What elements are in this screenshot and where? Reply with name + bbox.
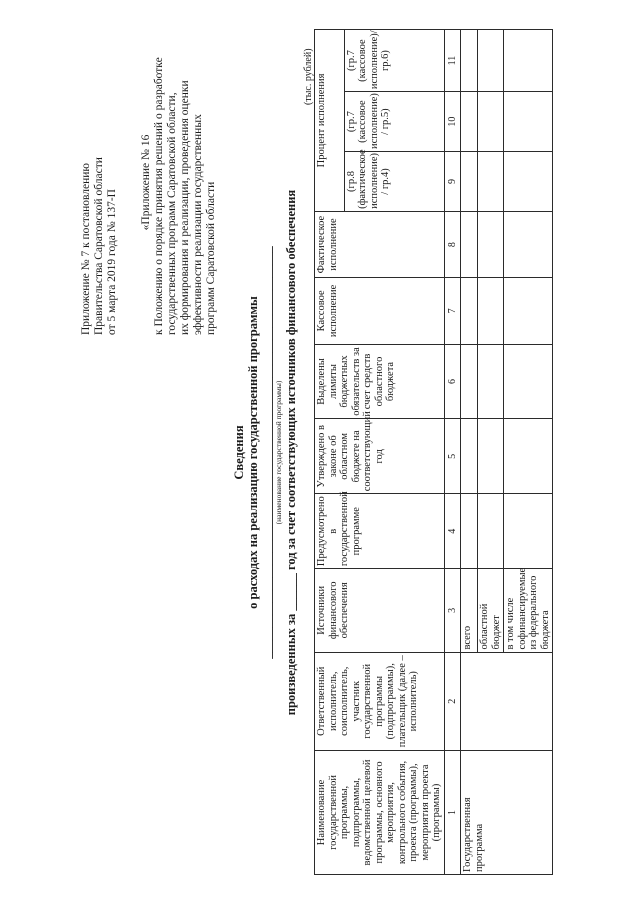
- approval-line: Правительства Саратовской области: [93, 157, 105, 335]
- executor-cell: [461, 652, 553, 750]
- header-planned: Предусмотрено в государственной программе: [315, 494, 445, 569]
- program-name-blank: __________________________________________________________________: [260, 246, 274, 659]
- header-approved: Утверждено в законе об областном бюджете на соответствующий год: [315, 419, 445, 494]
- funding-source-cell: всего: [461, 569, 478, 652]
- period-line: [284, 0, 299, 905]
- planned-cell: [504, 494, 553, 569]
- appendix-line: эффективности реализации государственных: [192, 114, 204, 335]
- period-suffix: год за счет соответствующих источников финансового обеспечения: [284, 189, 298, 571]
- table-row: [461, 30, 478, 875]
- column-number: 3: [444, 569, 461, 652]
- actual-execution-cell: [461, 211, 478, 277]
- approval-reference: [80, 45, 119, 335]
- document-title: Сведения: [232, 425, 246, 480]
- percent-cell: [504, 92, 553, 152]
- units-label: (тыс. рублей): [303, 48, 314, 105]
- limits-cell: [478, 344, 504, 419]
- header-row: [315, 30, 345, 875]
- cash-execution-cell: [478, 278, 504, 344]
- approved-cell: [461, 419, 478, 494]
- header-program-name: Наименование государственной программы, подпрограммы, ведомственной целевой программы, основного мероприятия, контрольного события, проекта (программы), мероприятия проекта (программы): [315, 750, 445, 874]
- program-name-cell: Государственная программа: [461, 750, 553, 874]
- column-number: 1: [444, 750, 461, 874]
- limits-cell: [504, 344, 553, 419]
- period-prefix: произведенных за: [284, 613, 298, 716]
- column-number: 10: [444, 92, 461, 152]
- column-number: 7: [444, 278, 461, 344]
- header-funding-source: Источники финансового обеспечения: [315, 569, 445, 652]
- percent-cell: [504, 30, 553, 92]
- program-name-hint: (наименование государственной программы): [274, 380, 283, 525]
- percent-cell: [461, 92, 478, 152]
- planned-cell: [461, 494, 478, 569]
- cash-execution-cell: [504, 278, 553, 344]
- appendix-line: «Приложение № 16: [140, 134, 152, 231]
- appendix-line: государственных программ Саратовской области,: [166, 92, 178, 335]
- header-percent-col9: (гр.8 (фактическое исполнение) / гр.4): [344, 152, 444, 212]
- header-percent-col10: (гр.7 (кассовое исполнение) / гр.5): [344, 92, 444, 152]
- year-blank: ______: [284, 570, 298, 611]
- document-subtitle: о расходах на реализацию государственной программы: [246, 296, 260, 609]
- expenditure-table: [314, 29, 553, 875]
- column-number: 2: [444, 652, 461, 750]
- column-number: 11: [444, 30, 461, 92]
- approval-line: Приложение № 7 к постановлению: [80, 162, 92, 335]
- percent-cell: [478, 92, 504, 152]
- column-number: 9: [444, 152, 461, 212]
- approval-line: от 5 марта 2019 года № 137-П: [106, 189, 118, 335]
- header-limits: Выделены лимиты бюджетных обязательств за счет средств областного бюджета: [315, 344, 445, 419]
- column-number: 8: [444, 211, 461, 277]
- column-number: 6: [444, 344, 461, 419]
- document-heading: [232, 0, 260, 905]
- approved-cell: [504, 419, 553, 494]
- funding-source-cell: в том числе софинансируемые из федерального бюджета: [504, 569, 553, 652]
- planned-cell: [478, 494, 504, 569]
- appendix-reference: [140, 45, 218, 335]
- header-actual-execution: Фактическое исполнение: [315, 211, 445, 277]
- column-number: 5: [444, 419, 461, 494]
- percent-cell: [478, 152, 504, 212]
- percent-cell: [504, 152, 553, 212]
- actual-execution-cell: [478, 211, 504, 277]
- actual-execution-cell: [504, 211, 553, 277]
- column-number-row: [444, 30, 461, 875]
- appendix-line: к Положению о порядке принятия решений о разработке: [153, 57, 165, 335]
- header-percent-col11: (гр.7 (кассовое исполнение)/ гр.6): [344, 30, 444, 92]
- percent-cell: [461, 152, 478, 212]
- header-percent-group: Процент исполнения: [315, 30, 345, 212]
- appendix-line: их формирования и реализации, проведения оценки: [179, 80, 191, 335]
- column-number: 4: [444, 494, 461, 569]
- percent-cell: [478, 30, 504, 92]
- appendix-line: программ Саратовской области: [205, 181, 217, 335]
- header-executor: Ответственный исполнитель, соисполнитель, участник государственной программы (подпрограммы), плательщик (далее – исполнитель): [315, 652, 445, 750]
- cash-execution-cell: [461, 278, 478, 344]
- limits-cell: [461, 344, 478, 419]
- percent-cell: [461, 30, 478, 92]
- header-cash-execution: Кассовое исполнение: [315, 278, 445, 344]
- approved-cell: [478, 419, 504, 494]
- funding-source-cell: областной бюджет: [478, 569, 504, 652]
